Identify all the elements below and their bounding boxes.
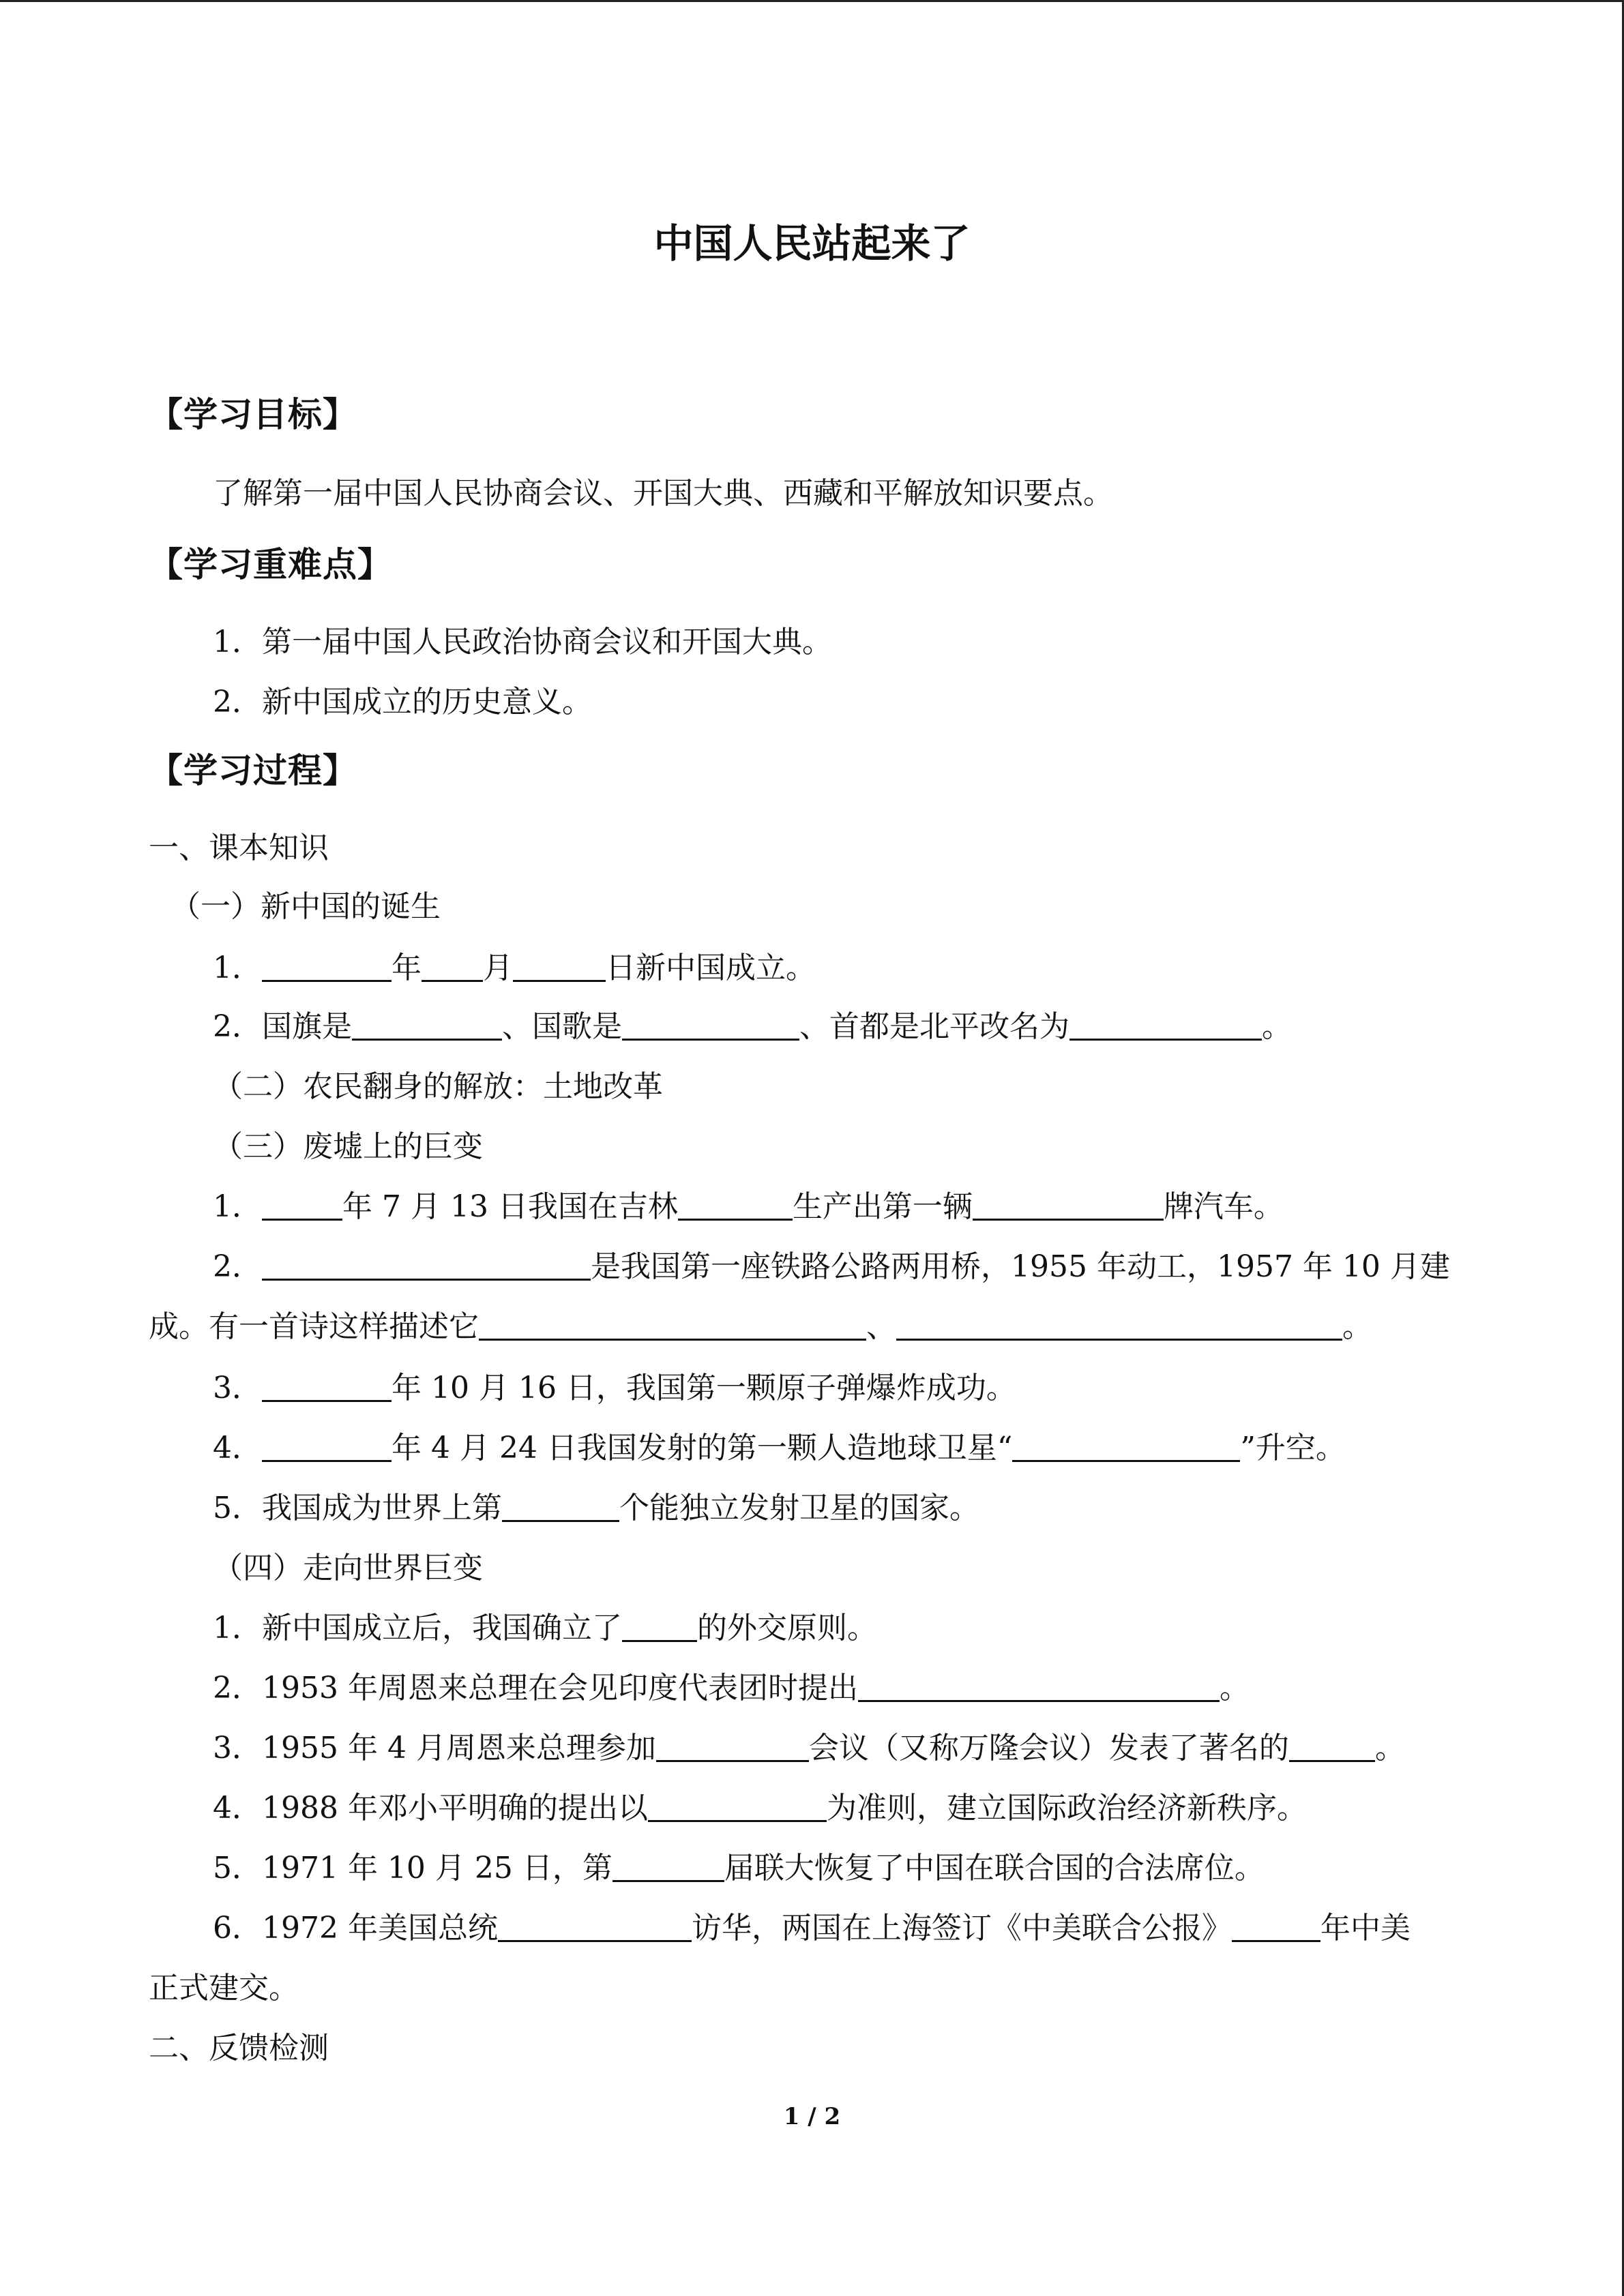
sub3-q2: 2． 是我国第一座铁路公路两用桥，1955 年动工，1957 年 10 月建	[213, 1249, 1450, 1284]
answer-blank[interactable]	[262, 1433, 392, 1462]
sub3-q5: 5．我国成为世界上第 个能独立发射卫星的国家。	[213, 1491, 979, 1525]
process-heading: 【学习过程】	[149, 751, 357, 790]
sub3-q4: 4． 年 4 月 24 日我国发射的第一颗人造地球卫星“ ”升空。	[213, 1431, 1346, 1465]
sub2-title: （二）农民翻身的解放：土地改革	[213, 1069, 663, 1104]
sub3-q1: 1． 年 7 月 13 日我国在吉林 生产出第一辆 牌汽车。	[213, 1189, 1284, 1224]
key-points-heading: 【学习重难点】	[149, 545, 392, 584]
answer-blank[interactable]	[622, 1613, 697, 1642]
key-point-1: 1．第一届中国人民政治协商会议和开国大典。	[213, 625, 832, 659]
answer-blank[interactable]	[498, 1913, 692, 1942]
page-number: 1 / 2	[783, 2103, 841, 2130]
sub4-q3: 3．1955 年 4 月周恩来总理参加 会议（又称万隆会议）发表了著名的 。	[213, 1731, 1405, 1765]
goals-text: 了解第一届中国人民协商会议、开国大典、西藏和平解放知识要点。	[213, 476, 1113, 511]
answer-blank[interactable]	[352, 1011, 502, 1041]
answer-blank[interactable]	[656, 1733, 809, 1762]
part1-title: 一、课本知识	[149, 831, 329, 865]
key-point-2: 2．新中国成立的历史意义。	[213, 685, 592, 719]
part2-title: 二、反馈检测	[149, 2031, 329, 2066]
answer-blank[interactable]	[262, 953, 392, 982]
sub1-q1: 1． 年 月 日新中国成立。	[213, 951, 816, 985]
sub1-q2: 2．国旗是 、国歌是 、首都是北平改名为 。	[213, 1009, 1292, 1044]
top-border	[0, 0, 1624, 2]
answer-blank[interactable]	[1069, 1011, 1262, 1041]
answer-blank[interactable]	[479, 1311, 866, 1341]
answer-blank[interactable]	[262, 1251, 591, 1281]
sub4-q6-continued: 正式建交。	[149, 1971, 299, 2006]
sub4-q1: 1．新中国成立后，我国确立了 的外交原则。	[213, 1611, 877, 1645]
answer-blank[interactable]	[678, 1191, 793, 1221]
sub3-q3: 3． 年 10 月 16 日，我国第一颗原子弹爆炸成功。	[213, 1371, 1016, 1405]
answer-blank[interactable]	[1289, 1733, 1375, 1762]
sub3-q2-continued: 成。有一首诗这样描述它 、 。	[149, 1309, 1372, 1344]
answer-blank[interactable]	[622, 1011, 799, 1041]
sub4-title: （四）走向世界巨变	[213, 1551, 483, 1585]
sub1-title: （一）新中国的诞生	[171, 889, 441, 924]
sub4-q6: 6．1972 年美国总统 访华，两国在上海签订《中美联合公报》 年中美	[213, 1911, 1411, 1945]
answer-blank[interactable]	[422, 953, 483, 982]
answer-blank[interactable]	[502, 1493, 619, 1522]
answer-blank[interactable]	[612, 1853, 724, 1882]
sub4-q5: 5．1971 年 10 月 25 日，第 届联大恢复了中国在联合国的合法席位。	[213, 1851, 1265, 1885]
answer-blank[interactable]	[896, 1311, 1342, 1341]
sub4-q4: 4．1988 年邓小平明确的提出以 为准则，建立国际政治经济新秩序。	[213, 1791, 1307, 1825]
goals-heading: 【学习目标】	[149, 395, 357, 434]
answer-blank[interactable]	[1232, 1913, 1320, 1942]
answer-blank[interactable]	[262, 1373, 392, 1402]
answer-blank[interactable]	[648, 1793, 827, 1822]
answer-blank[interactable]	[973, 1191, 1164, 1221]
sub4-q2: 2．1953 年周恩来总理在会见印度代表团时提出 。	[213, 1671, 1250, 1705]
answer-blank[interactable]	[513, 953, 606, 982]
page-title: 中国人民站起来了	[653, 220, 971, 267]
sub3-title: （三）废墟上的巨变	[213, 1129, 483, 1164]
answer-blank[interactable]	[1012, 1433, 1240, 1462]
answer-blank[interactable]	[262, 1191, 342, 1221]
answer-blank[interactable]	[858, 1673, 1220, 1702]
